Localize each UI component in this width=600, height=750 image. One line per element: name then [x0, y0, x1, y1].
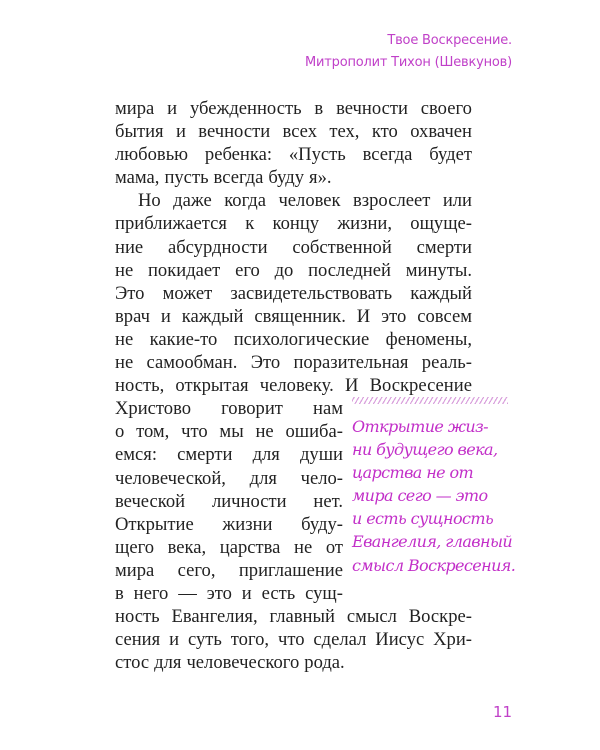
word: ние: [115, 236, 144, 258]
word: ошиба-: [285, 421, 343, 443]
word: не: [115, 328, 134, 350]
word: смерти: [416, 236, 472, 258]
word: когда: [224, 190, 266, 212]
word: приглашение: [238, 559, 343, 581]
word: души: [299, 444, 343, 466]
word: чело-: [300, 467, 343, 489]
word: приближается: [115, 213, 227, 235]
word: не: [255, 421, 274, 443]
pull-quote-line: и есть сущность: [352, 509, 494, 529]
word: главный: [269, 606, 335, 628]
word: его: [235, 259, 260, 281]
word: это: [381, 305, 407, 327]
word: Воскре-: [408, 606, 472, 628]
running-head-title: Твое Воскресение.: [387, 33, 512, 48]
word: И: [356, 305, 371, 327]
word: кто: [371, 121, 398, 143]
word: него: [133, 582, 169, 604]
text-line: [115, 351, 472, 374]
word: человеческой,: [115, 467, 226, 489]
pull-quote-line: Евангелия, главный: [352, 532, 513, 552]
word: Открытие: [115, 513, 194, 535]
word: Евангелия,: [171, 606, 258, 628]
pull-quote-line: смысл Воскресения.: [352, 555, 516, 575]
word: Это: [115, 282, 145, 304]
word: от: [325, 536, 343, 558]
word: реаль-: [421, 352, 472, 374]
word: Но: [138, 190, 161, 212]
word: Это: [250, 352, 281, 374]
word: стос: [115, 652, 150, 674]
text-line: [115, 628, 472, 651]
word: щего: [115, 536, 155, 558]
text-line: [115, 259, 472, 282]
word: всегда: [362, 144, 413, 166]
text-line: [115, 490, 343, 513]
word: века,: [167, 536, 207, 558]
word: поразительная: [293, 352, 409, 374]
word: того,: [230, 629, 270, 651]
word: своего: [420, 98, 472, 119]
text-line: [115, 513, 343, 536]
word: сения: [115, 629, 161, 651]
word: нам: [313, 398, 343, 420]
text-line: [115, 212, 472, 235]
text-line: [115, 166, 472, 189]
word: тех,: [329, 121, 360, 143]
word: какие-то: [149, 328, 218, 350]
word: и: [241, 582, 252, 604]
word: что: [181, 421, 208, 443]
word: Воскресение: [369, 375, 472, 397]
pull-quote-sidebar: [352, 397, 516, 577]
word: человеку.: [259, 375, 334, 397]
word: минуты.: [405, 259, 472, 281]
word: рода.: [304, 652, 345, 674]
word: засвидетельствовать: [230, 282, 393, 304]
pull-quote-line: Открытие жиз-: [352, 417, 488, 436]
word: в: [115, 582, 124, 604]
word: смысл: [346, 606, 397, 628]
word: суть: [187, 629, 222, 651]
page-number: 11: [493, 703, 513, 721]
running-head-author: Митрополит Тихон (Шевкунов): [305, 55, 512, 70]
word: может: [162, 282, 213, 304]
word: это: [206, 582, 232, 604]
word: и: [167, 98, 178, 119]
word: вечности: [198, 121, 271, 143]
word: не: [115, 259, 134, 281]
word: и: [175, 121, 186, 143]
text-line: [115, 443, 343, 466]
pull-quote: [352, 415, 516, 577]
word: человек: [278, 190, 341, 212]
word: всех: [282, 121, 317, 143]
word: священник.: [254, 305, 346, 327]
word: пусть: [164, 167, 209, 189]
word: говорит: [221, 398, 283, 420]
word: последней: [308, 259, 391, 281]
word: психологические: [233, 328, 370, 350]
text-line: [115, 605, 472, 628]
word: сущ-: [305, 582, 343, 604]
word: до: [274, 259, 294, 281]
word: будет: [429, 144, 472, 166]
word: совсем: [417, 305, 472, 327]
word: мира: [115, 98, 155, 119]
word: не: [115, 352, 134, 374]
pull-quote-line: ни будущего века,: [352, 440, 498, 460]
body-text: [115, 97, 472, 674]
text-line: [115, 536, 343, 559]
word: смерти: [177, 444, 233, 466]
word: сего,: [177, 559, 216, 581]
word: для: [249, 467, 277, 489]
word: к: [245, 213, 255, 235]
word: ощуще-: [410, 213, 472, 235]
word: мама,: [115, 167, 160, 189]
word: есть: [261, 582, 296, 604]
text-line: [115, 397, 343, 420]
word: Христово: [115, 398, 192, 420]
word: о: [115, 421, 125, 443]
word: том,: [136, 421, 170, 443]
word: покидает: [147, 259, 221, 281]
word: врач: [115, 305, 150, 327]
word: царства: [219, 536, 281, 558]
word: для: [154, 652, 182, 674]
word: самообман.: [146, 352, 238, 374]
pull-quote-line: царства не от: [352, 463, 474, 483]
word: И: [344, 375, 359, 397]
word: в: [314, 98, 324, 119]
text-line: [115, 651, 472, 674]
word: каждый: [181, 305, 244, 327]
word: личности: [211, 490, 287, 512]
word: абсурдности: [167, 236, 268, 258]
word: убежденность: [189, 98, 302, 119]
word: собственной: [292, 236, 392, 258]
text-line: [115, 120, 472, 143]
text-line: [115, 328, 472, 351]
word: или: [442, 190, 472, 212]
word: ность,: [115, 375, 165, 397]
word: буду: [268, 167, 305, 189]
text-line: [115, 582, 343, 605]
word: нет.: [313, 490, 343, 512]
word: вечности: [336, 98, 408, 119]
text-line: [115, 559, 343, 582]
text-line: [115, 374, 472, 397]
text-line: [115, 282, 472, 305]
word: ность: [115, 606, 160, 628]
text-line: [115, 189, 472, 212]
word: емся:: [115, 444, 157, 466]
word: не: [294, 536, 313, 558]
word: ребенка:: [204, 144, 273, 166]
word: «Пусть: [288, 144, 346, 166]
word: бытия: [115, 121, 164, 143]
word: буду-: [301, 513, 343, 535]
word: концу: [272, 213, 320, 235]
word: веческой: [115, 490, 186, 512]
word: жизни,: [337, 213, 393, 235]
word: и: [169, 629, 180, 651]
word: Хри-: [433, 629, 472, 651]
word: любовью: [115, 144, 189, 166]
word: я».: [309, 167, 332, 189]
word: охвачен: [410, 121, 472, 143]
word: мы: [219, 421, 244, 443]
word: —: [178, 582, 197, 604]
text-line: [115, 467, 343, 490]
word: феномены,: [385, 328, 472, 350]
word: открытая: [175, 375, 249, 397]
word: что: [277, 629, 305, 651]
running-head: [305, 30, 512, 74]
word: жизни: [222, 513, 273, 535]
pull-quote-line: мира сего — это: [352, 486, 488, 506]
hatched-rule: [352, 397, 508, 404]
word: взрослеет: [353, 190, 431, 212]
word: для: [252, 444, 280, 466]
word: даже: [173, 190, 212, 212]
text-line: [115, 143, 472, 166]
word: каждый: [410, 282, 472, 304]
text-line: [115, 97, 472, 120]
word: человеческого: [186, 652, 300, 674]
word: сделал: [313, 629, 367, 651]
word: мира: [115, 559, 155, 581]
word: Иисус: [375, 629, 425, 651]
word: и: [160, 305, 171, 327]
word: всегда: [213, 167, 264, 189]
text-line: [115, 305, 472, 328]
text-line: [115, 236, 472, 259]
text-line: [115, 420, 343, 443]
